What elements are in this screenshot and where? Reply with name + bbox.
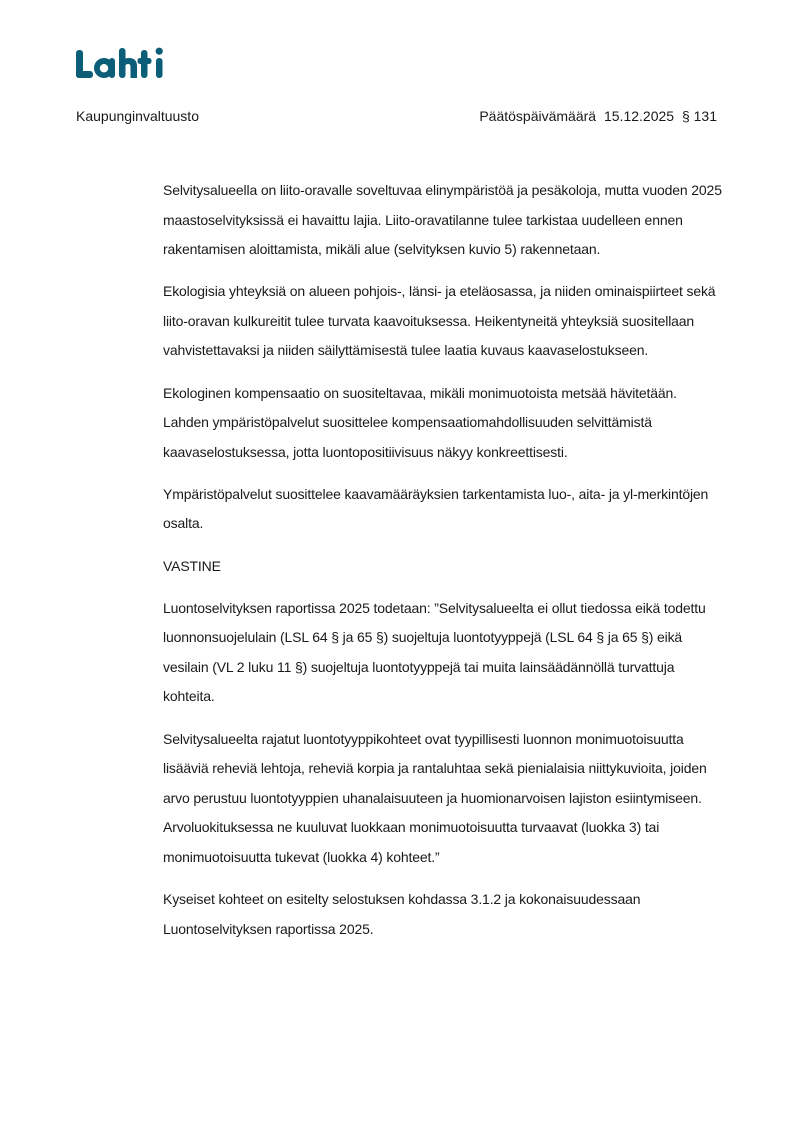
body-paragraph: Luontoselvityksen raportissa 2025 todetaan: ”Selvitysalueelta ei ollut tiedossa eikä todettu luonnonsuojelulain (LSL 64 § ja 65 §) suojeltuja luontotyyppejä (LSL 64 § ja 65 §) eikä vesilain (VL 2 luku 11 §) suojeltuja luontotyyppejä tai muita lainsäädännöllä turvattuja kohteita. [163, 599, 706, 705]
body-paragraph: Selvitysalueella on liito-oravalle soveltuvaa elinympäristöä ja pesäkoloja, mutta vuoden 2025 maastoselvityksissä ei havaittu lajia. Liito-oravatilanne tulee tarkistaa uudelleen ennen rakentamisen aloittamista, mikäli alue (selvityksen kuvio 5) rakennetaan. [163, 182, 722, 258]
section-number: § 131 [681, 108, 717, 124]
section-heading-vastine: VASTINE [163, 557, 221, 574]
body-paragraph: Ympäristöpalvelut suosittelee kaavamääräyksien tarkentamista luo-, aita- ja yl-merkintöjen osalta. [163, 485, 709, 532]
body-paragraph: Ekologinen kompensaatio on suositeltavaa, mikäli monimuotoista metsää hävitetään. Lahden ympäristöpalvelut suosittelee kompensaatiomahdollisuuden selvittämistä kaavaselostuksessa, jotta luontopositiivisuus näkyy konkreettisesti. [163, 384, 677, 460]
decision-info [479, 106, 717, 126]
organ-name: Kaupunginvaltuusto [76, 108, 199, 124]
body-paragraph: Ekologisia yhteyksiä on alueen pohjois-, länsi- ja eteläosassa, ja niiden ominaispiirteet sekä liito-oravan kulkureitit tulee turvata kaavoituksessa. Heikentyneitä yhteyksiä suositellaan vahvistettavaksi ja niiden säilyttämisestä tulee laatia kuvaus kaavaselostukseen. [163, 283, 716, 359]
decision-date-label: Päätöspäivämäärä [479, 108, 597, 124]
document-body [163, 176, 723, 957]
decision-date: 15.12.2025 [603, 108, 675, 124]
lahti-logo [76, 44, 168, 84]
body-paragraph: Selvitysalueelta rajatut luontotyyppikohteet ovat tyypillisesti luonnon monimuotoisuutta lisääviä reheviä lehtoja, reheviä korpia ja rantaluhtaa sekä pienialaisia niittykuvioita, joiden arvo perustuu luontotyyppien uhanalaisuuteen ja huomionarvoisen lajiston esiintymiseen. Arvoluokituksessa ne kuuluvat luokkaan monimuotoisuutta turvaavat (luokka 3) tai monimuotoisuutta tukevat (luokka 4) kohteet.” [163, 730, 707, 865]
body-paragraph: Kyseiset kohteet on esitelty selostuksen kohdassa 3.1.2 ja kokonaisuudessaan Luontoselvityksen raportissa 2025. [163, 890, 641, 937]
document-header [76, 106, 717, 126]
